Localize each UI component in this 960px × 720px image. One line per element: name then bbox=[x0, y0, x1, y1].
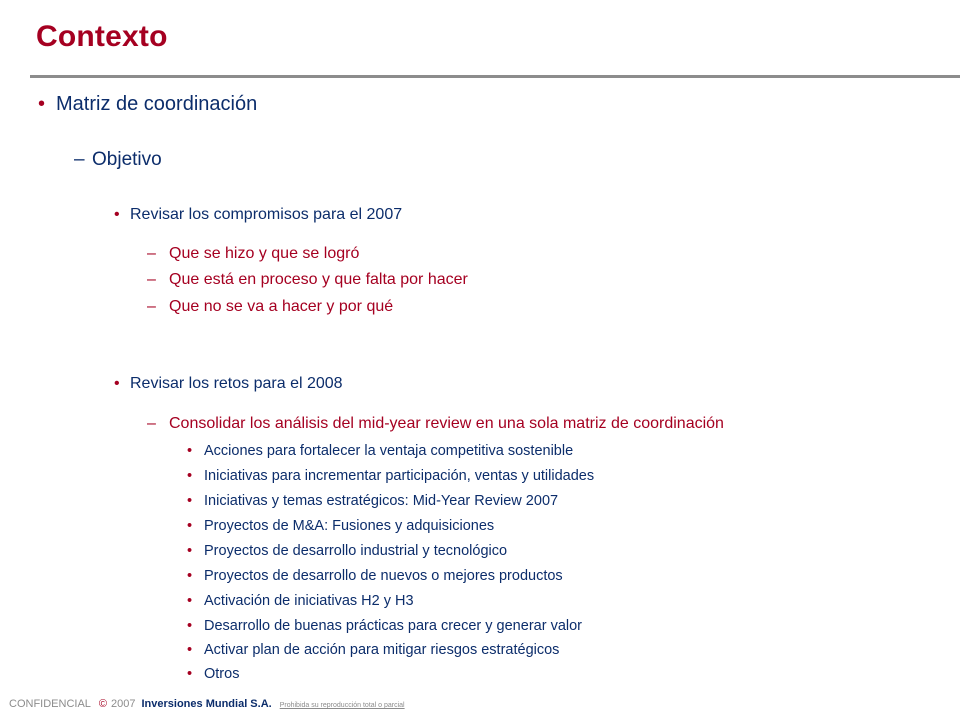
bullet-level1 bbox=[38, 94, 257, 114]
list-item bbox=[187, 667, 239, 682]
bullet-level2 bbox=[74, 150, 162, 169]
dash-marker: – bbox=[147, 415, 156, 432]
bullet-text: Revisar los compromisos para el 2007 bbox=[130, 206, 403, 223]
list-item bbox=[187, 494, 558, 509]
dash-marker: – bbox=[147, 298, 156, 315]
bullet-marker: • bbox=[38, 93, 46, 115]
title-divider bbox=[30, 75, 960, 78]
slide-title: Contexto bbox=[36, 20, 168, 53]
confidential-label: CONFIDENCIAL bbox=[9, 698, 91, 710]
list-item bbox=[187, 643, 559, 658]
bullet-text: Revisar los retos para el 2008 bbox=[130, 375, 343, 392]
item-text: Activar plan de acción para mitigar riesgos estratégicos bbox=[204, 642, 560, 658]
item-text: Iniciativas y temas estratégicos: Mid-Year Review 2007 bbox=[204, 493, 559, 509]
list-item bbox=[187, 544, 507, 559]
list-item bbox=[187, 594, 414, 609]
item-text: Proyectos de desarrollo industrial y tecnológico bbox=[204, 543, 508, 559]
footer bbox=[9, 698, 405, 710]
item-text: Que se hizo y que se logró bbox=[169, 245, 360, 262]
list-item bbox=[147, 246, 359, 262]
item-text: Proyectos de desarrollo de nuevos o mejores productos bbox=[204, 568, 563, 584]
list-item bbox=[187, 519, 494, 534]
copyright-year: 2007 bbox=[111, 698, 136, 710]
bullet-marker: • bbox=[187, 468, 193, 484]
dash-marker: – bbox=[147, 271, 156, 288]
bullet-marker: • bbox=[187, 642, 193, 658]
item-text: Acciones para fortalecer la ventaja competitiva sostenible bbox=[204, 443, 574, 459]
reproduction-notice: Prohibida su reproducción total o parcial bbox=[279, 702, 405, 709]
list-item bbox=[187, 569, 563, 584]
section-heading-retos bbox=[114, 376, 343, 392]
list-item bbox=[147, 299, 393, 315]
list-item bbox=[187, 444, 573, 459]
list-item bbox=[187, 469, 594, 484]
item-text: Desarrollo de buenas prácticas para crecer y generar valor bbox=[204, 618, 582, 634]
bullet-marker: • bbox=[114, 375, 120, 392]
bullet-marker: • bbox=[187, 593, 193, 609]
item-text: Que está en proceso y que falta por hacer bbox=[169, 271, 468, 288]
item-text: Consolidar los análisis del mid-year review en una sola matriz de coordinación bbox=[169, 415, 724, 432]
copyright-symbol: © bbox=[98, 698, 108, 710]
list-item-consolidar bbox=[147, 416, 724, 432]
list-item bbox=[187, 619, 582, 634]
item-text: Otros bbox=[204, 666, 240, 682]
bullet-marker: • bbox=[187, 618, 193, 634]
bullet-marker: • bbox=[114, 206, 120, 223]
item-text: Proyectos de M&A: Fusiones y adquisiciones bbox=[204, 518, 495, 534]
item-text: Que no se va a hacer y por qué bbox=[169, 298, 394, 315]
list-item bbox=[147, 272, 468, 288]
bullet-marker: • bbox=[187, 493, 193, 509]
bullet-marker: • bbox=[187, 443, 193, 459]
section-heading-compromisos bbox=[114, 207, 402, 223]
bullet-marker: • bbox=[187, 518, 193, 534]
item-text: Activación de iniciativas H2 y H3 bbox=[204, 593, 414, 609]
bullet-marker: • bbox=[187, 666, 193, 682]
dash-marker: – bbox=[147, 245, 156, 262]
bullet-text: Objetivo bbox=[92, 149, 162, 170]
dash-marker: – bbox=[74, 149, 85, 170]
bullet-text: Matriz de coordinación bbox=[56, 93, 258, 115]
company-name: Inversiones Mundial S.A. bbox=[141, 698, 272, 710]
item-text: Iniciativas para incrementar participación, ventas y utilidades bbox=[204, 468, 595, 484]
bullet-marker: • bbox=[187, 568, 193, 584]
bullet-marker: • bbox=[187, 543, 193, 559]
